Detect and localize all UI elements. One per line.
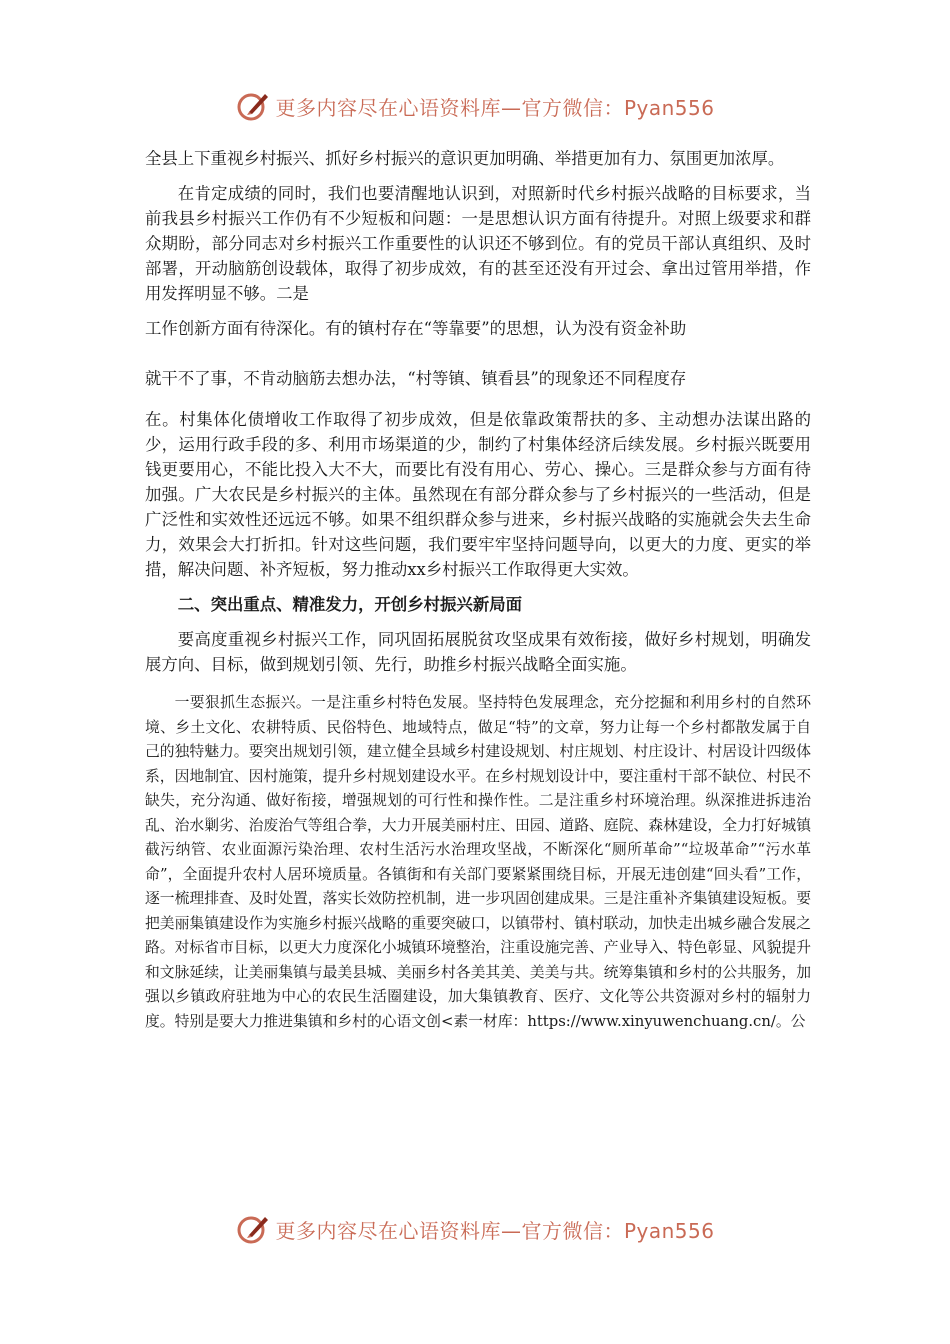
footer-banner-text: 更多内容尽在心语资料库—官方微信：Pyan556 [275,1218,715,1243]
footer-banner [0,1209,950,1249]
paragraph-2-rest: 在。村集体化债增收工作取得了初步成效，但是依靠政策帮扶的多、主动想办法谋出路的少，运用行政手段的多、利用市场渠道的少，制约了村集体经济后续发展。乡村振兴既要用钱更要用心，不能比投入大不大，而要比有没有用心、劳心、操心。三是群众参与方面有待加强。广大农民是乡村振兴的主体。虽然现在有部分群众参与了乡村振兴的一些活动，但是广泛性和实效性还远远不够。如果不组织群众参与进来，乡村振兴战略的实施就会失去生命力，效果会大打折扣。针对这些问题，我们要牢牢坚持问题导向，以更大的力度、更实的举措，解决问题、补齐短板，努力推动xx乡村振兴工作取得更大实效。 [145,410,811,579]
document-body [145,146,811,1034]
paragraph-2: 在肯定成绩的同时，我们也要清醒地认识到，对照新时代乡村振兴战略的目标要求，当前我县乡村振兴工作仍有不少短板和问题：一是思想认识方面有待提升。对照上级要求和群众期盼，部分同志对乡村振兴工作重要性的认识还不够到位。有的党员干部认真组织、及时部署，开动脑筋创设载体，取得了初步成效，有的甚至还没有开过会、拿出过管用举措，作用发挥明显不够。二是 [145,184,811,303]
header-banner [0,86,950,126]
pen-circle-logo-icon [235,1211,271,1247]
section-heading-2: 二、突出重点、精准发力，开创乡村振兴新局面 [177,595,522,614]
header-banner-text: 更多内容尽在心语资料库—官方微信：Pyan556 [275,95,715,120]
paragraph-3: 要高度重视乡村振兴工作，同巩固拓展脱贫攻坚成果有效衔接，做好乡村规划，明确发展方向、目标，做到规划引领、先行，助推乡村振兴战略全面实施。 [145,630,811,674]
paragraph-2-line-3: 就干不了事，不肯动脑筋去想办法，“村等镇、镇看县”的现象还不同程度存 [145,369,687,388]
paragraph-4: 一要狠抓生态振兴。一是注重乡村特色发展。坚持特色发展理念，充分挖掘和利用乡村的自然环境、乡土文化、农耕特质、民俗特色、地域特点，做足“特”的文章，努力让每一个乡村都散发属于自己的独特魅力。要突出规划引领，建立健全县域乡村建设规划、村庄规划、村庄设计、村居设计四级体系，因地制宜、因村施策，提升乡村规划建设水平。在乡村规划设计中，要注重村干部不缺位、村民不缺失，充分沟通、做好衔接，增强规划的可行性和操作性。二是注重乡村环境治理。纵深推进拆违治乱、治水剿劣、治废治气等组合拳，大力开展美丽村庄、田园、道路、庭院、森林建设，全力打好城镇截污纳管、农业面源污染治理、农村生活污水治理攻坚战，不断深化“厕所革命”“垃圾革命”“污水革命”，全面提升农村人居环境质量。各镇街和有关部门要紧紧围绕目标，开展无违创建“回头看”工作，逐一梳理排查、及时处置，落实长效防控机制，进一步巩固创建成果。三是注重补齐集镇建设短板。要把美丽集镇建设作为实施乡村振兴战略的重要突破口，以镇带村、镇村联动，加快走出城乡融合发展之路。对标省市目标，以更大力度深化小城镇环境整治，注重设施完善、产业导入、特色彰显、风貌提升和文脉延续，让美丽集镇与最美县城、美丽乡村各美其美、美美与共。统筹集镇和乡村的公共服务，加强以乡镇政府驻地为中心的农民生活圈建设，加大集镇教育、医疗、文化等公共资源对乡村的辐射力度。特别是要大力推进集镇和乡村的心语文创<素一材库：https://www.xinyuwenchuang.cn/。公 [145,694,811,1030]
pen-circle-logo-icon [235,88,271,124]
paragraph-1: 全县上下重视乡村振兴、抓好乡村振兴的意识更加明确、举措更加有力、氛围更加浓厚。 [145,149,785,168]
paragraph-2-line-2: 工作创新方面有待深化。有的镇村存在“等靠要”的思想，认为没有资金补助 [145,319,687,338]
